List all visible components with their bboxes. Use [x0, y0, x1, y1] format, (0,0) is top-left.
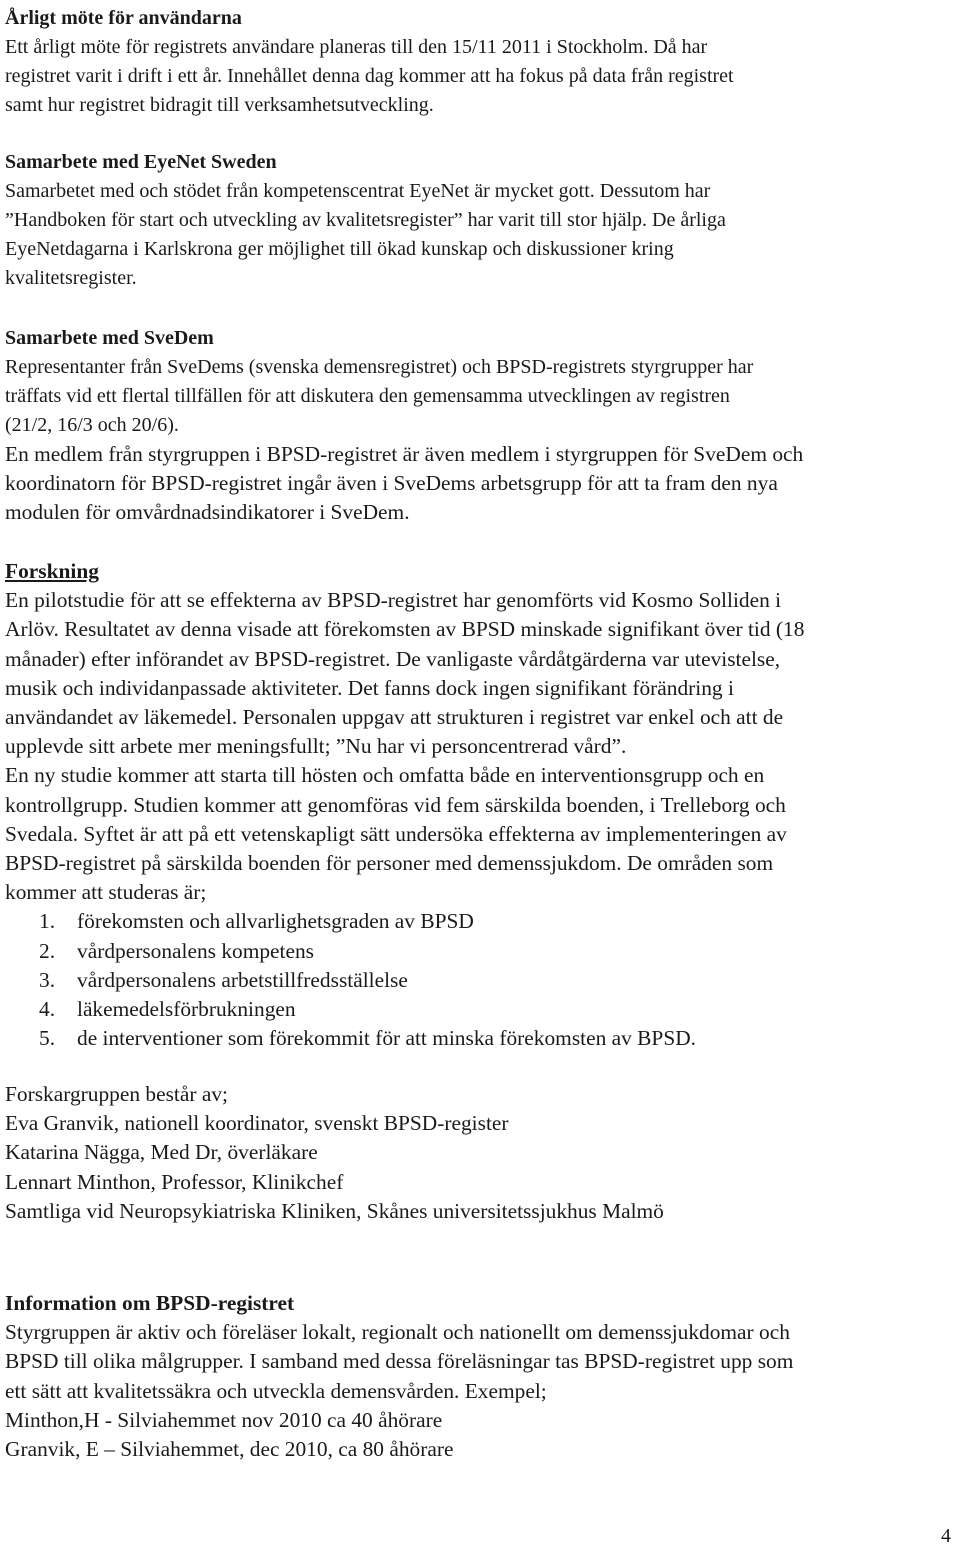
paragraph-line: Svedala. Syftet är att på ett vetenskapligt sätt undersöka effekterna av implementeringen av [5, 821, 787, 846]
paragraph-line: Samtliga vid Neuropsykiatriska Kliniken, Skånes universitetssjukhus Malmö [5, 1198, 664, 1223]
paragraph-line: kvalitetsregister. [5, 267, 137, 289]
list-item [5, 907, 955, 936]
list-item-number: 2. [39, 938, 56, 963]
paragraph-line: Granvik, E – Silviahemmet, dec 2010, ca 80 åhörare [5, 1437, 454, 1462]
section-information [5, 1289, 955, 1464]
paragraph-line: Katarina Nägga, Med Dr, överläkare [5, 1140, 318, 1165]
list-item [5, 966, 955, 995]
list-item-text: vårdpersonalens arbetstillfredsställelse [77, 967, 408, 992]
paragraph-line: (21/2, 16/3 och 20/6). [5, 414, 179, 436]
list-item-text: förekomsten och allvarlighetsgraden av BPSD [77, 909, 474, 934]
list-item-text: läkemedelsförbrukningen [77, 997, 296, 1022]
list-item-number: 1. [39, 909, 56, 934]
paragraph-line: ”Handboken för start och utveckling av kvalitetsregister” har varit till stor hjälp. De årliga [5, 209, 726, 231]
paragraph-line: Forskargruppen består av; [5, 1082, 228, 1106]
list-item-number: 5. [39, 1026, 56, 1051]
section-heading-research: Forskning [5, 559, 99, 583]
section-annual-meeting [5, 4, 955, 120]
paragraph-line: BPSD-registret på särskilda boenden för personer med demenssjukdom. De områden som [5, 851, 774, 876]
section-heading-eyenet: Samarbete med EyeNet Sweden [5, 151, 277, 173]
section-heading-svedem: Samarbete med SveDem [5, 327, 214, 349]
paragraph-line: En pilotstudie för att se effekterna av BPSD-registret har genomförts vid Kosmo Solliden i [5, 588, 782, 613]
section-eyenet [5, 148, 955, 293]
list-item-text: de interventioner som förekommit för att minska förekomsten av BPSD. [77, 1026, 697, 1051]
section-svedem [5, 324, 955, 440]
list-item-text: vårdpersonalens kompetens [77, 938, 315, 963]
paragraph-line: Samarbetet med och stödet från kompetenscentrat EyeNet är mycket gott. Dessutom har [5, 180, 711, 202]
paragraph-line: kontrollgrupp. Studien kommer att genomföras vid fem särskilda boenden, i Trelleborg och [5, 792, 786, 817]
paragraph-line: EyeNetdagarna i Karlskrona ger möjlighet till ökad kunskap och diskussioner kring [5, 238, 674, 260]
paragraph-line: En ny studie kommer att starta till hösten och omfatta både en interventionsgrupp och en [5, 763, 765, 788]
paragraph-line: träffats vid ett flertal tillfällen för att diskutera den gemensamma utvecklingen av registren [5, 385, 730, 407]
paragraph-line: registret varit i drift i ett år. Innehållet denna dag kommer att ha fokus på data från registret [5, 65, 734, 87]
section-svedem-continued [5, 440, 955, 528]
list-item [5, 995, 955, 1024]
paragraph-line: kommer att studeras är; [5, 880, 207, 905]
paragraph-line: Minthon,H - Silviahemmet nov 2010 ca 40 åhörare [5, 1407, 443, 1432]
paragraph-line: månader) efter införandet av BPSD-registret. De vanligaste vårdåtgärderna var utevistelse, [5, 646, 781, 671]
paragraph-line: upplevde sitt arbete mer meningsfullt; ”Nu har vi personcentrerad vård”. [5, 734, 627, 759]
list-item [5, 1024, 955, 1053]
paragraph-line: BPSD till olika målgrupper. I samband med dessa föreläsningar tas BPSD-registret upp som [5, 1349, 794, 1374]
section-heading-information: Information om BPSD-registret [5, 1291, 295, 1315]
list-item [5, 937, 955, 966]
paragraph-line: Styrgruppen är aktiv och föreläser lokalt, regionalt och nationellt om demenssjukdomar och [5, 1320, 790, 1345]
study-areas-list [5, 907, 955, 1053]
paragraph-line: ett sätt att kvalitetssäkra och utveckla demensvården. Exempel; [5, 1378, 547, 1403]
paragraph-line: modulen för omvårdnadsindikatorer i SveDem. [5, 500, 410, 525]
paragraph-line: Arlöv. Resultatet av denna visade att förekomsten av BPSD minskade signifikant över tid (18 [5, 617, 805, 642]
section-research-group [5, 1080, 955, 1226]
paragraph-line: En medlem från styrgruppen i BPSD-registret är även medlem i styrgruppen för SveDem och [5, 442, 804, 466]
paragraph-line: samt hur registret bidragit till verksamhetsutveckling. [5, 94, 434, 116]
page-number: 4 [941, 1525, 951, 1547]
list-item-number: 4. [39, 997, 56, 1022]
paragraph-line: Ett årligt möte för registrets användare planeras till den 15/11 2011 i Stockholm. Då har [5, 36, 708, 58]
paragraph-line: användandet av läkemedel. Personalen uppgav att strukturen i registret var enkel och att de [5, 705, 784, 730]
section-heading-annual-meeting: Årligt möte för användarna [5, 7, 242, 29]
paragraph-line: Eva Granvik, nationell koordinator, svenskt BPSD-register [5, 1111, 509, 1136]
section-research [5, 557, 955, 1053]
paragraph-line: Lennart Minthon, Professor, Klinikchef [5, 1169, 344, 1194]
paragraph-line: musik och individanpassade aktiviteter. Det fanns dock ingen signifikant förändring i [5, 675, 734, 700]
list-item-number: 3. [39, 967, 56, 992]
paragraph-line: Representanter från SveDems (svenska demensregistret) och BPSD-registrets styrgrupper har [5, 356, 754, 378]
paragraph-line: koordinatorn för BPSD-registret ingår även i SveDems arbetsgrupp för att ta fram den nya [5, 471, 778, 496]
